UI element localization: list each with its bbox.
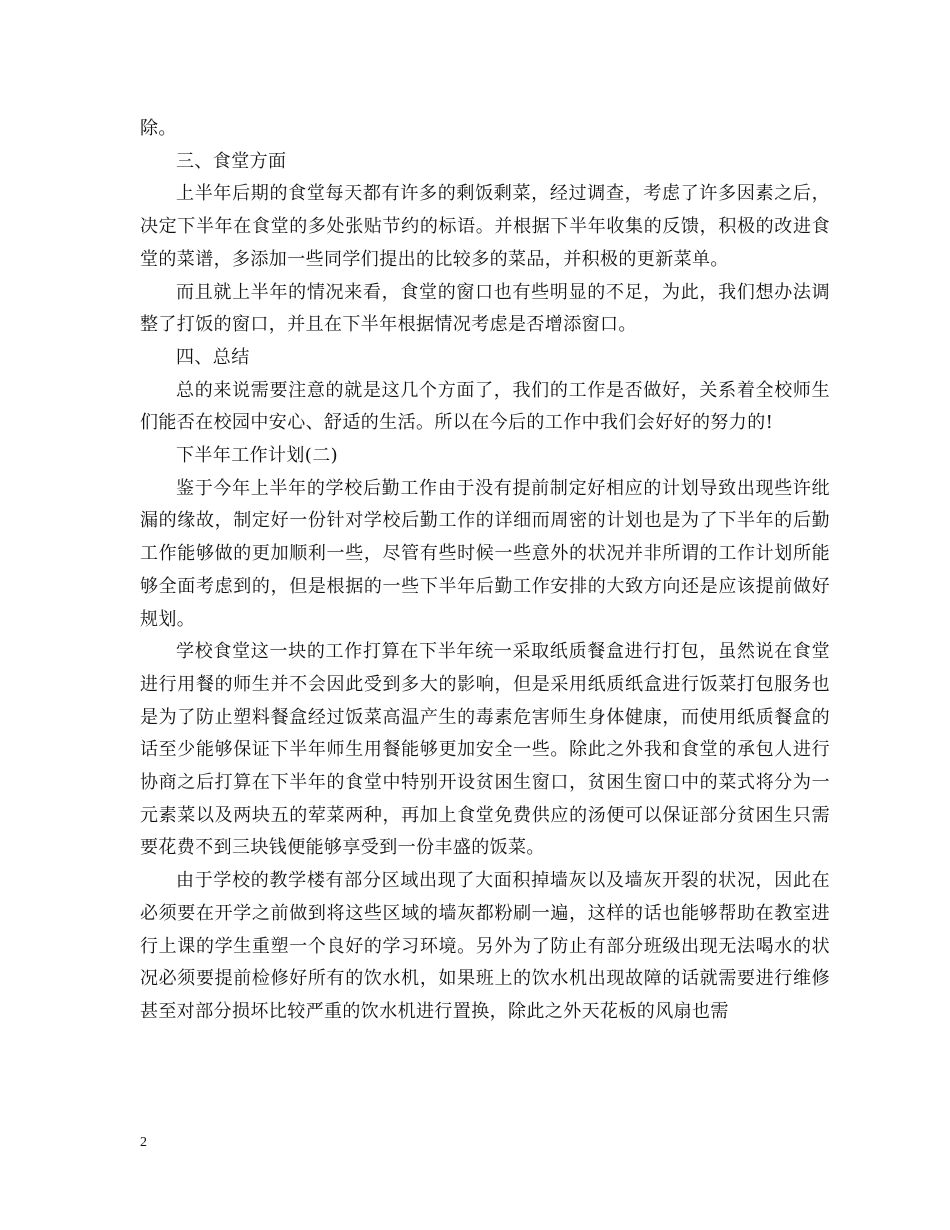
section-heading: 三、食堂方面 (176, 150, 287, 172)
paragraph: 学校食堂这一块的工作打算在下半年统一采取纸质餐盒进行打包，虽然说在食堂进行用餐的师生并不会因此受到多大的影响，但是采用纸质纸盒进行饭菜打包服务也是为了防止塑料餐盒经过饭菜高温产生的毒素危害师生身体健康，而使用纸质餐盒的话至少能够保证下半年师生用餐能够更加安全一些。除此之外我和食堂的承包人进行协商之后打算在下半年的食堂中特别开设贫困生窗口，贫困生窗口中的菜式将分为一元素菜以及两块五的荤菜两种，再加上食堂免费供应的汤便可以保证部分贫困生只需要花费不到三块钱便能够享受到一份丰盛的饭菜。 (140, 641, 830, 859)
section-heading: 四、总结 (176, 346, 250, 368)
page-number: 2 (140, 1135, 147, 1150)
paragraph: 总的来说需要注意的就是这几个方面了，我们的工作是否做好，关系着全校师生们能否在校园中安心、舒适的生活。所以在今后的工作中我们会好好的努力的! (140, 379, 830, 434)
paragraph: 除。 (140, 118, 177, 139)
paragraph: 由于学校的教学楼有部分区域出现了大面积掉墙灰以及墙灰开裂的状况，因此在必须要在开学之前做到将这些区域的墙灰都粉刷一遍，这样的话也能够帮助在教室进行上课的学生重塑一个良好的学习环境。另外为了防止有部分班级出现无法喝水的状况必须要提前检修好所有的饮水机，如果班上的饮水机出现故障的话就需要进行维修甚至对部分损坏比较严重的饮水机进行置换，除此之外天花板的风扇也需 (140, 870, 830, 1022)
section-heading: 下半年工作计划(二) (176, 445, 339, 467)
paragraph: 鉴于今年上半年的学校后勤工作由于没有提前制定好相应的计划导致出现些许纰漏的缘故，制定好一份针对学校后勤工作的详细而周密的计划也是为了下半年的后勤工作能够做的更加顺利一些，尽管有些时候一些意外的状况并非所谓的工作计划所能够全面考虑到的，但是根据的一些下半年后勤工作安排的大致方向还是应该提前做好规划。 (140, 477, 830, 630)
document-body (140, 113, 830, 1029)
paragraph: 上半年后期的食堂每天都有许多的剩饭剩菜，经过调查，考虑了许多因素之后，决定下半年在食堂的多处张贴节约的标语。并根据下半年收集的反馈，积极的改进食堂的菜谱，多添加一些同学们提出的比较多的菜品，并积极的更新菜单。 (140, 183, 830, 270)
paragraph: 而且就上半年的情况来看，食堂的窗口也有些明显的不足，为此，我们想办法调整了打饭的窗口，并且在下半年根据情况考虑是否增添窗口。 (140, 281, 830, 336)
